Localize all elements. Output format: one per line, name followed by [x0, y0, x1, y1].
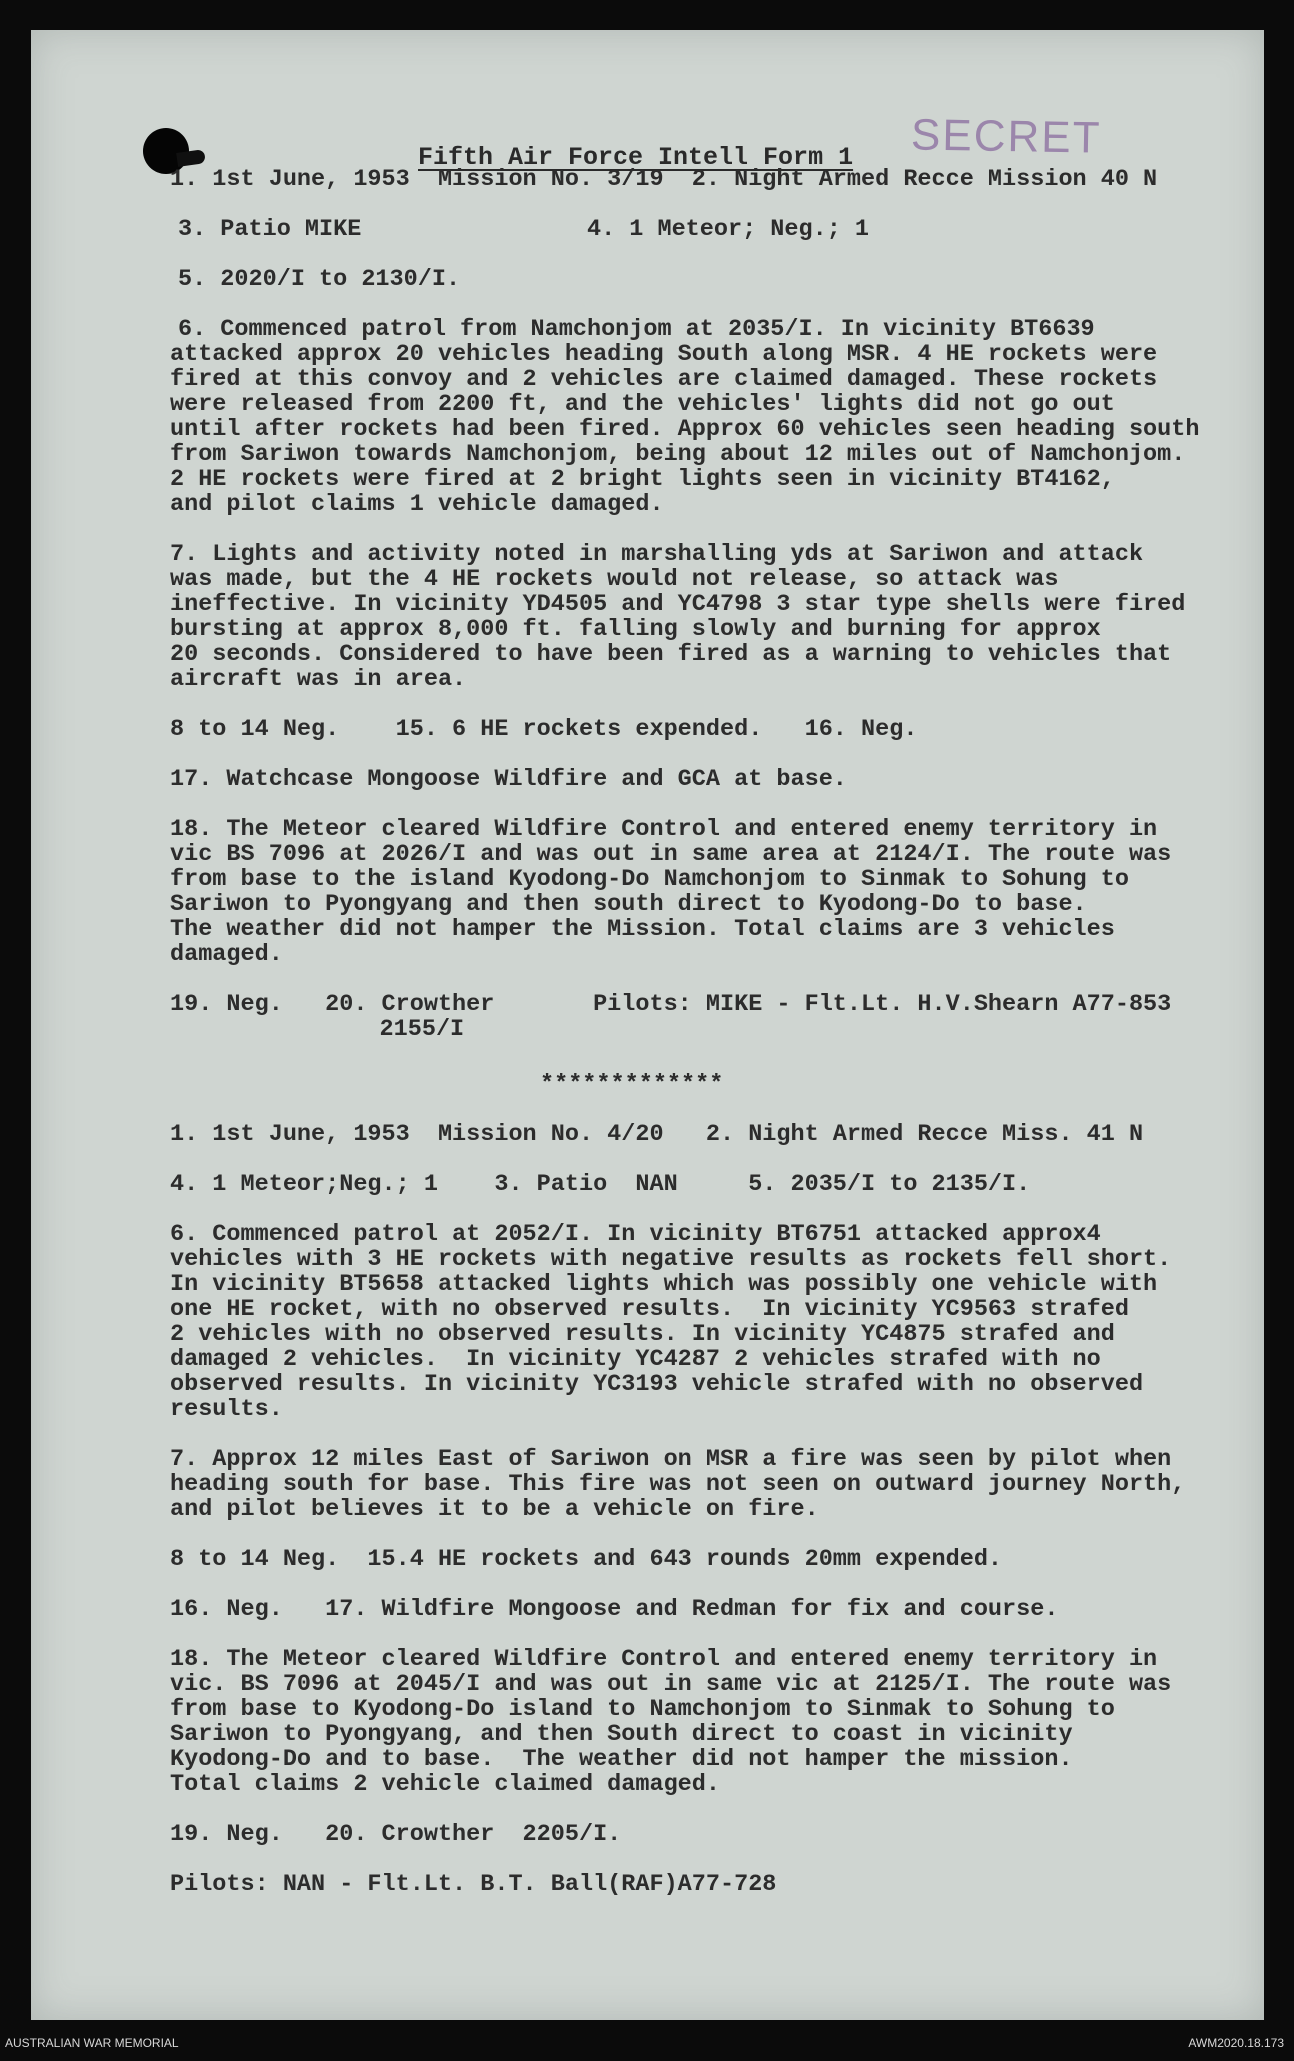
text-line: and pilot believes it to be a vehicle on fire.: [170, 1496, 819, 1523]
text-line: Kyodong-Do and to base. The weather did not hamper the mission.: [170, 1746, 1073, 1773]
text-line: 2 HE rockets were fired at 2 bright lights seen in vicinity BT4162,: [170, 466, 1115, 493]
text-line: observed results. In vicinity YC3193 vehicle strafed with no observed: [170, 1371, 1144, 1398]
text-line: damaged 2 vehicles. In vicinity YC4287 2 vehicles strafed with no: [170, 1346, 1101, 1373]
text-line: from Sariwon towards Namchonjom, being about 12 miles out of Namchonjom.: [170, 441, 1186, 468]
text-line: The weather did not hamper the Mission. Total claims are 3 vehicles: [170, 916, 1115, 943]
section-divider: *************: [540, 1071, 724, 1098]
text-line: In vicinity BT5658 attacked lights which was possibly one vehicle with: [170, 1271, 1158, 1298]
text-line: 2 vehicles with no observed results. In vicinity YC4875 strafed and: [170, 1321, 1115, 1348]
text-line: 19. Neg. 20. Crowther Pilots: MIKE - Flt.Lt. H.V.Shearn A77-853: [170, 991, 1172, 1018]
text-line: 7. Lights and activity noted in marshalling yds at Sariwon and attack: [170, 541, 1144, 568]
text-line: one HE rocket, with no observed results. In vicinity YC9563 strafed: [170, 1296, 1129, 1323]
text-line: fired at this convoy and 2 vehicles are claimed damaged. These rockets: [170, 366, 1158, 393]
text-line: 18. The Meteor cleared Wildfire Control and entered enemy territory in: [170, 1646, 1158, 1673]
text-line: Pilots: NAN - Flt.Lt. B.T. Ball(RAF)A77-728: [170, 1871, 777, 1898]
text-line: 20 seconds. Considered to have been fired as a warning to vehicles that: [170, 641, 1172, 668]
text-line: Total claims 2 vehicle claimed damaged.: [170, 1771, 720, 1798]
document-page: [31, 30, 1264, 2020]
text-line: from base to the island Kyodong-Do Namchonjom to Sinmak to Sohung to: [170, 866, 1129, 893]
text-line: 18. The Meteor cleared Wildfire Control and entered enemy territory in: [170, 816, 1158, 843]
form-title: Fifth Air Force Intell Form 1: [418, 143, 854, 172]
text-line: from base to Kyodong-Do island to Namchonjom to Sinmak to Sohung to: [170, 1696, 1115, 1723]
archive-reference: AWM2020.18.173: [1188, 2036, 1284, 2050]
text-line: and pilot claims 1 vehicle damaged.: [170, 491, 664, 518]
text-line: 8 to 14 Neg. 15.4 HE rockets and 643 rounds 20mm expended.: [170, 1546, 1003, 1573]
text-line: 5. 2020/I to 2130/I.: [178, 266, 461, 293]
text-line: were released from 2200 ft, and the vehicles' lights did not go out: [170, 391, 1115, 418]
text-line: 3. Patio MIKE 4. 1 Meteor; Neg.; 1: [178, 216, 870, 243]
text-line: Sariwon to Pyongyang and then south direct to Kyodong-Do to base.: [170, 891, 1087, 918]
text-line: was made, but the 4 HE rockets would not release, so attack was: [170, 566, 1059, 593]
secret-stamp: SECRET: [910, 110, 1102, 163]
text-line: 19. Neg. 20. Crowther 2205/I.: [170, 1821, 622, 1848]
text-line: vehicles with 3 HE rockets with negative results as rockets fell short.: [170, 1246, 1172, 1273]
punch-hole-tear: [176, 149, 206, 167]
text-line: 17. Watchcase Mongoose Wildfire and GCA at base.: [170, 766, 847, 793]
text-line: 1. 1st June, 1953 Mission No. 3/19 2. Night Armed Recce Mission 40 N: [170, 166, 1158, 193]
text-line: 4. 1 Meteor;Neg.; 1 3. Patio NAN 5. 2035/I to 2135/I.: [170, 1171, 1031, 1198]
text-line: until after rockets had been fired. Approx 60 vehicles seen heading south: [170, 416, 1200, 443]
text-line: attacked approx 20 vehicles heading South along MSR. 4 HE rockets were: [170, 341, 1158, 368]
text-line: 7. Approx 12 miles East of Sariwon on MSR a fire was seen by pilot when: [170, 1446, 1172, 1473]
text-line: 1. 1st June, 1953 Mission No. 4/20 2. Night Armed Recce Miss. 41 N: [170, 1121, 1144, 1148]
text-line: aircraft was in area.: [170, 666, 467, 693]
text-line: Sariwon to Pyongyang, and then South direct to coast in vicinity: [170, 1721, 1073, 1748]
text-line: 16. Neg. 17. Wildfire Mongoose and Redman for fix and course.: [170, 1596, 1059, 1623]
text-line: 8 to 14 Neg. 15. 6 HE rockets expended. 16. Neg.: [170, 716, 918, 743]
archive-footer: [0, 2035, 1294, 2055]
text-line: heading south for base. This fire was not seen on outward journey North,: [170, 1471, 1186, 1498]
text-line: bursting at approx 8,000 ft. falling slowly and burning for approx: [170, 616, 1101, 643]
text-line: 6. Commenced patrol at 2052/I. In vicinity BT6751 attacked approx4: [170, 1221, 1101, 1248]
text-line: 6. Commenced patrol from Namchonjom at 2035/I. In vicinity BT6639: [178, 316, 1095, 343]
text-line: results.: [170, 1396, 283, 1423]
text-line: vic. BS 7096 at 2045/I and was out in same vic at 2125/I. The route was: [170, 1671, 1172, 1698]
text-line: damaged.: [170, 941, 283, 968]
text-line: 2155/I: [168, 1016, 465, 1043]
text-line: ineffective. In vicinity YD4505 and YC4798 3 star type shells were fired: [170, 591, 1186, 618]
text-line: vic BS 7096 at 2026/I and was out in same area at 2124/I. The route was: [170, 841, 1172, 868]
archive-name: AUSTRALIAN WAR MEMORIAL: [5, 2036, 179, 2050]
